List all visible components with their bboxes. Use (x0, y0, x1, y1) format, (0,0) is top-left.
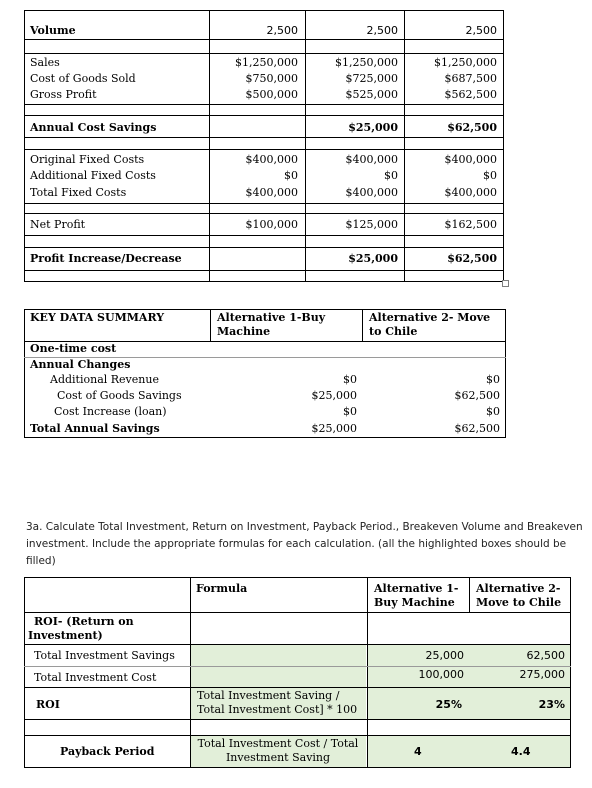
sales-label: Sales (30, 56, 60, 69)
cost-increase-alt1: $0 (343, 405, 357, 418)
annual-cost-savings-value-3: $62,500 (447, 121, 497, 134)
roi-alt2-header: Alternative 2- Move to Chile (476, 582, 562, 609)
total-investment-cost-alt1: 100,000 (418, 668, 464, 681)
additional-revenue-label: Additional Revenue (50, 373, 159, 386)
total-investment-cost-alt2: 275,000 (519, 668, 565, 681)
cogs-value-3: $687,500 (444, 72, 497, 85)
roi-label: ROI (36, 698, 60, 711)
volume-value-3: 2,500 (465, 24, 497, 37)
one-time-cost-label: One-time cost (30, 342, 117, 355)
gross-profit-value-2: $525,000 (345, 88, 398, 101)
original-fixed-costs-value-3: $400,000 (444, 153, 497, 166)
total-investment-savings-alt1: 25,000 (425, 649, 464, 662)
roi-alt1-value[interactable]: 25% (435, 698, 462, 711)
total-annual-savings-alt1: $25,000 (311, 422, 357, 435)
total-fixed-costs-value-1: $400,000 (245, 186, 298, 199)
payback-formula[interactable]: Total Investment Cost / Total Investment Saving (197, 737, 359, 764)
cogs-label: Cost of Goods Sold (30, 72, 136, 85)
additional-fixed-costs-value-3: $0 (483, 169, 497, 182)
formula-header: Formula (196, 582, 248, 595)
summary-alt1-header: Alternative 1-Buy Machine (217, 311, 326, 338)
volume-value-2: 2,500 (366, 24, 398, 37)
summary-alt2-header: Alternative 2- Move to Chile (369, 311, 491, 338)
resize-handle[interactable] (502, 280, 509, 287)
volume-label: Volume (30, 24, 76, 37)
total-investment-savings-alt2: 62,500 (526, 649, 565, 662)
cost-increase-label: Cost Increase (loan) (54, 405, 167, 418)
cogs-value-1: $750,000 (245, 72, 298, 85)
roi-alt1-header: Alternative 1- Buy Machine (374, 582, 459, 609)
original-fixed-costs-label: Original Fixed Costs (30, 153, 145, 166)
cogs-savings-label: Cost of Goods Savings (57, 389, 182, 402)
sales-value-2: $1,250,000 (335, 56, 398, 69)
roi-section-label: ROI- (Return on Investment) (28, 615, 134, 642)
roi-formula[interactable]: Total Investment Saving / Total Investment Cost] * 100 (197, 689, 358, 716)
total-investment-cost-label: Total Investment Cost (34, 671, 157, 684)
total-fixed-costs-value-3: $400,000 (444, 186, 497, 199)
total-fixed-costs-label: Total Fixed Costs (30, 186, 127, 199)
net-profit-value-1: $100,000 (245, 218, 298, 231)
volume-value-1: 2,500 (266, 24, 298, 37)
payback-alt1-value[interactable]: 4 (414, 745, 422, 758)
profit-change-label: Profit Increase/Decrease (30, 252, 182, 265)
net-profit-value-3: $162,500 (444, 218, 497, 231)
total-investment-savings-label: Total Investment Savings (34, 649, 175, 662)
gross-profit-value-1: $500,000 (245, 88, 298, 101)
payback-period-label: Payback Period (60, 745, 155, 758)
cogs-savings-alt2: $62,500 (454, 389, 500, 402)
sales-value-3: $1,250,000 (434, 56, 497, 69)
annual-cost-savings-value-2: $25,000 (348, 121, 398, 134)
additional-fixed-costs-value-2: $0 (384, 169, 398, 182)
cost-increase-alt2: $0 (486, 405, 500, 418)
additional-fixed-costs-label: Additional Fixed Costs (30, 169, 156, 182)
instructions-paragraph: 3a. Calculate Total Investment, Return on Investment, Payback Period., Breakeven Volume and Breakeven investment. Include the appropriate formulas for each calculation. (all the highlighted boxes should be filled) (26, 521, 583, 567)
annual-changes-label: Annual Changes (30, 358, 131, 371)
total-fixed-costs-value-2: $400,000 (345, 186, 398, 199)
sales-value-1: $1,250,000 (235, 56, 298, 69)
total-annual-savings-label: Total Annual Savings (30, 422, 160, 435)
gross-profit-value-3: $562,500 (444, 88, 497, 101)
original-fixed-costs-value-2: $400,000 (345, 153, 398, 166)
original-fixed-costs-value-1: $400,000 (245, 153, 298, 166)
additional-revenue-alt1: $0 (343, 373, 357, 386)
total-annual-savings-alt2: $62,500 (454, 422, 500, 435)
additional-fixed-costs-value-1: $0 (284, 169, 298, 182)
gross-profit-label: Gross Profit (30, 88, 97, 101)
profit-change-value-2: $25,000 (348, 252, 398, 265)
roi-alt2-value[interactable]: 23% (538, 698, 565, 711)
key-data-summary-header: KEY DATA SUMMARY (30, 311, 165, 324)
profit-change-value-3: $62,500 (447, 252, 497, 265)
net-profit-label: Net Profit (30, 218, 86, 231)
additional-revenue-alt2: $0 (486, 373, 500, 386)
annual-cost-savings-label: Annual Cost Savings (30, 121, 157, 134)
net-profit-value-2: $125,000 (345, 218, 398, 231)
cogs-value-2: $725,000 (345, 72, 398, 85)
payback-alt2-value[interactable]: 4.4 (511, 745, 531, 758)
cogs-savings-alt1: $25,000 (311, 389, 357, 402)
